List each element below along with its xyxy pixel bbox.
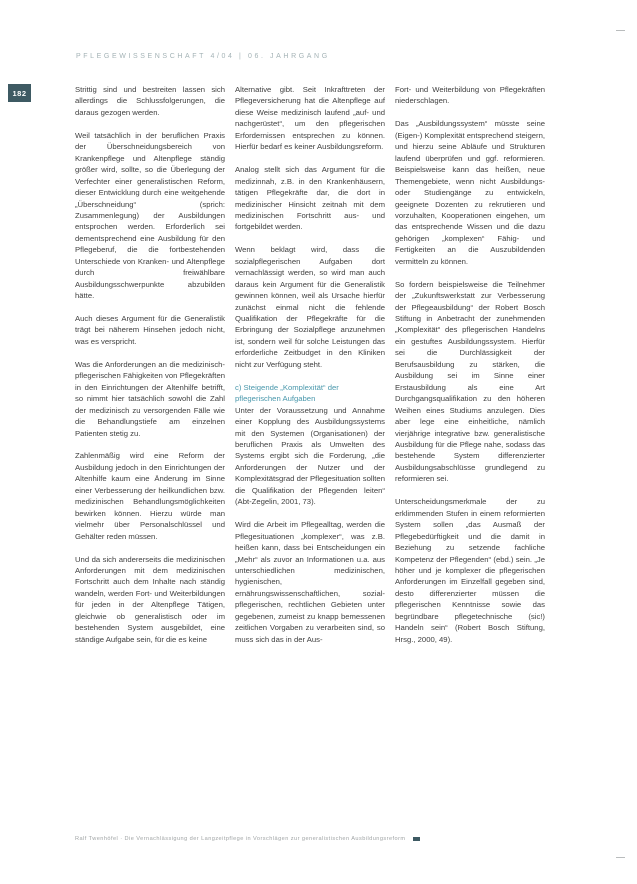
paragraph: Und da sich andererseits die medizinischen Anforderungen mit dem medizinischen Fortschritt auch dem Inhalte nach ständig wandeln, werden Fort- und Weiterbildungen für jeden in der Altenpflege Tätigen, gleichwie ob generalistisch oder im bestehenden System ausgebildet, eine ständige Aufgabe sein, für die es keine	[75, 554, 225, 644]
paragraph: Fort- und Weiterbildung von Pflegekräften niederschlagen.	[395, 85, 545, 106]
paragraph: Was die Anforderungen an die medizinisch-pflegerischen Fähigkeiten von Pflegekräften in den Einrichtungen der Altenhilfe betrifft, so nimmt hier tatsächlich sowohl die Zahl der medizinisch zu versorgenden Fälle wie die Behandlungstiefe am einzelnen Patienten stetig zu.	[75, 359, 225, 438]
paragraph: Strittig sind und bestreiten lassen sich allerdings die Schlussfolgerungen, die daraus gezogen werden.	[75, 85, 225, 117]
paragraph: Analog stellt sich das Argument für die medizinnah, z.B. in den Krankenhäusern, tätigen Pflegekräfte dar, die dort in medizinischer Hinsicht zeitnah mit dem medizinischen Fortschritt aus- und fortgebildet werden.	[235, 165, 385, 232]
article-columns	[75, 84, 545, 832]
page-number-badge: 182	[8, 84, 31, 102]
paragraph: Zahlenmäßig wird eine Reform der Ausbildung jedoch in den Einrichtungen der Altenhilfe kaum eine Änderung im Sinne einer Verbesserung der heilkundlichen bzw. medizinischen Behandlungsmöglichkeiten bewirken können. Hierzu würde man vielmehr über Personalschlüssel und Gehälter reden müssen.	[75, 451, 225, 541]
section-subheading: c) Steigende „Komplexität“ der pflegerischen Aufgaben	[235, 382, 339, 404]
crop-mark-top-right	[616, 30, 625, 31]
footer-citation: Ralf Twenhöfel · Die Vernachlässigung der Langzeitpflege in Vorschlägen zur generalistischen Ausbildungsreform	[75, 836, 406, 842]
paragraph: Weil tatsächlich in der beruflichen Praxis der Überschneidungsbereich von Krankenpflege und Altenpflege ständig größer wird, sollte, so die Überlegung der Verfechter einer generalistischen Reform, dieser Entwicklung durch eine weitgehende „Überschneidung“ (sprich: Zusammenlegung) der Ausbildungen entsprochen werden. Erforderlich sei dementsprechend eine Ausbildung für den Pflegeberuf, die die fortbestehenden Unterschiede von Kranken- und Altenpflege durch freiwählbare Ausbildungsschwerpunkte abzubilden hätte.	[75, 130, 225, 301]
page-footer	[75, 836, 575, 842]
paragraph: Alternative gibt. Seit Inkrafttreten der Pflegeversicherung hat die Altenpflege auf diese Weise medizinisch laufend „auf- und nachgerüstet“, um den pflegerischen Erfordernissen entsprechen zu können. Hierfür bedarf es keiner Ausbildungsreform.	[235, 85, 385, 152]
paragraph: So fordern beispielsweise die Teilnehmer der „Zukunftswerkstatt zur Verbesserung der Pflegeausbildung“ der Robert Bosch Stiftung in Anbetracht der zunehmenden „Komplexität“ des pflegerischen Handelns ein gestuftes Ausbildungssystem. Hierfür sei die Durchlässigkeit der Berufsausbildung zu stärken, die Ausbildung sei im Sinne einer Erstausbildung als eine Art Durchgangsqualifikation zu den höheren Weihen eines Studiums anzulegen. Dies aber lege eine einheitliche, nämlich vierjährige integrative bzw. generalistische Ausbildung für die Pflege nahe, sodass das bestehende System differenzierter Ausbildungsabschlüsse grundlegend zu reformieren sei.	[395, 279, 545, 484]
paragraph: Wird die Arbeit im Pflegealltag, werden die Pflegesituationen „komplexer“, was z.B. heißen kann, dass bei Entscheidungen ein „Mehr“ als zuvor an Informationen u.a. aus unterschiedlichen medizinischen, hygienischen, ernährungswissenschaftlichen, sozial-pflegerischen, rechtlichen Gebieten unter gegebenen, zumeist zu knapp bemessenen zeitlichen Vorgaben zu verarbeiten sind, so muss sich das in der Aus-	[235, 520, 385, 644]
paragraph: Auch dieses Argument für die Generalistik trägt bei näherem Hinsehen jedoch nicht, was es verspricht.	[75, 314, 225, 346]
paragraph: Unterscheidungsmerkmale der zu erklimmenden Stufen in einem reformierten System sollen „das Ausmaß der Pflegebedürftigkeit und die damit in Beziehung zu setzende fachliche Kompetenz der Pflegenden“ (ebd.) sein. „Je höher und je komplexer die pflegerischen Anforderungen im Einzelfall gegeben sind, desto differenzierter müssen die pflegerischen Kenntnisse sowie das begründbare pflegetechnische (sic!) Handeln sein“ (Robert Bosch Stiftung, Hrsg., 2000, 49).	[395, 497, 545, 644]
text-column-1	[75, 84, 225, 832]
text-column-3	[395, 84, 545, 832]
paragraph: Wenn beklagt wird, dass die sozialpflegerischen Aufgaben dort vernachlässigt werden, so wird man auch daraus kein Argument für die Generalistik gewinnen können, weil als Ursache hierfür zunächst einmal nicht die fehlende Qualifikation der Pflegekräfte für die Erbringung der Sozialpflege anzunehmen ist, sondern weil für solche Leistungen das erforderliche Zeitbudget in den Kliniken nicht zur Verfügung steht.	[235, 245, 385, 369]
paragraph: Unter der Voraussetzung und Annahme einer Kopplung des Ausbildungssystems mit den Systemen (Organisationen) der beruflichen Praxis als Umwelten des Systems ergibt sich die Forderung, „die Anforderungen der Nutzer und der Komplexitätsgrad der Pflegesituation sollten die Qualifikation der Pflegenden leiten“ (Abt-Zegelin, 2001, 73).	[235, 405, 385, 507]
footer-end-marker	[413, 837, 420, 841]
paragraph: Das „Ausbildungssystem“ müsste seine (Eigen-) Komplexität entsprechend steigern, und hierzu seine Abläufe und Strukturen laufend überprüfen und ggf. reformieren. Beispielsweise kann das heißen, neue Themengebiete, wenn nicht Ausbildungs- oder Studiengänge zu entwickeln, geeignete Dozenten zu rekrutieren und vorzuhalten, Kooperationen eingehen, um das entsprechende Wissen und die dazu gehörigen „komplexen“ Fähig- und Fertigkeiten an die Auszubildenden vermitteln zu können.	[395, 119, 545, 266]
journal-header: PFLEGEWISSENSCHAFT 4/04 | 06. JAHRGANG	[76, 53, 330, 60]
text-column-2	[235, 84, 385, 832]
crop-mark-bottom-right	[616, 857, 625, 858]
